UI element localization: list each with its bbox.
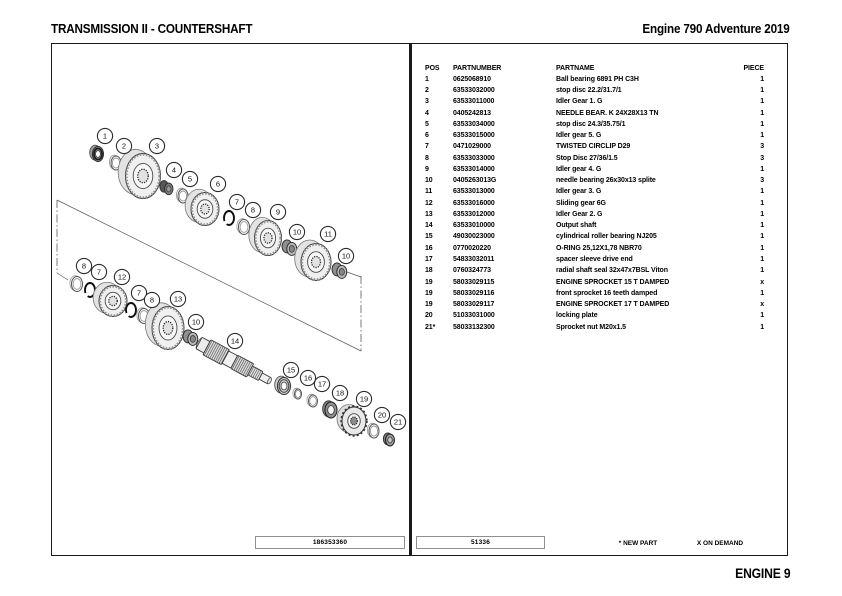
table-cell-pos: 6 — [425, 132, 429, 140]
table-cell-partname: Idler gear 3. G — [556, 188, 602, 196]
table-cell-pos: 21* — [425, 323, 436, 331]
column-header-piece: PIECE — [743, 64, 764, 72]
callout-balloon-10 — [289, 224, 304, 239]
table-cell-partname: Sprocket nut M20x1.5 — [556, 323, 626, 331]
diagram-code-box: 186353360 — [255, 536, 405, 549]
table-cell-pos: 14 — [425, 222, 433, 230]
table-cell-partnumber: 63533014000 — [453, 165, 495, 173]
table-cell-piece: 1 — [760, 312, 764, 320]
callout-balloon-19 — [356, 391, 371, 406]
callout-balloon-21 — [390, 414, 405, 429]
table-cell-piece: x — [760, 278, 764, 286]
table-cell-partnumber: 49030023000 — [453, 233, 495, 241]
table-cell-piece: 1 — [760, 132, 764, 140]
callout-balloon-16 — [300, 370, 315, 385]
callout-balloon-4 — [166, 162, 181, 177]
table-cell-pos: 16 — [425, 244, 433, 252]
svg-text:8: 8 — [149, 295, 155, 305]
table-cell-piece: 1 — [760, 199, 764, 207]
table-cell-pos: 15 — [425, 233, 433, 241]
callout-balloon-8 — [245, 202, 260, 217]
table-cell-partname: Output shaft — [556, 222, 597, 230]
svg-text:15: 15 — [286, 365, 296, 375]
table-cell-pos: 19 — [425, 289, 433, 297]
callout-balloon-8 — [144, 292, 159, 307]
svg-text:2: 2 — [121, 141, 127, 151]
table-cell-piece: 1 — [760, 87, 764, 95]
callout-balloon-18 — [332, 385, 347, 400]
table-cell-pos: 4 — [425, 109, 429, 117]
table-cell-partname: needle bearing 26x30x13 splite — [556, 177, 656, 185]
table-code-box: 51336 — [416, 536, 545, 549]
table-cell-piece: 3 — [760, 154, 764, 162]
svg-text:16: 16 — [303, 373, 313, 383]
table-cell-partnumber: 63533013000 — [453, 188, 495, 196]
table-cell-pos: 7 — [425, 143, 429, 151]
table-cell-pos: 1 — [425, 75, 429, 83]
table-cell-partname: ENGINE SPROCKET 15 T DAMPED — [556, 278, 670, 286]
table-cell-piece: 1 — [760, 165, 764, 173]
table-cell-pos: 17 — [425, 256, 433, 264]
table-cell-pos: 12 — [425, 199, 433, 207]
svg-text:20: 20 — [377, 410, 387, 420]
table-cell-partnumber: 63533033000 — [453, 154, 495, 162]
callout-balloon-20 — [374, 407, 389, 422]
page-title: TRANSMISSION II - COUNTERSHAFT — [51, 21, 253, 36]
table-cell-partname: O-RING 25,12X1,78 NBR70 — [556, 244, 642, 252]
callout-balloon-1 — [97, 128, 112, 143]
model-title: Engine 790 Adventure 2019 — [642, 21, 790, 36]
table-cell-partnumber: 58033029117 — [453, 301, 495, 309]
table-cell-partname: Stop Disc 27/36/1.5 — [556, 154, 618, 162]
svg-text:1: 1 — [102, 131, 108, 141]
svg-text:14: 14 — [230, 336, 240, 346]
legend-new-part: * NEW PART — [618, 540, 658, 547]
table-cell-piece: 1 — [760, 120, 764, 128]
table-cell-pos: 10 — [425, 177, 433, 185]
table-cell-partnumber: 58033029115 — [453, 278, 495, 286]
table-cell-partname: front sprocket 16 teeth damped — [556, 289, 658, 297]
table-cell-partnumber: 0625068910 — [453, 75, 491, 83]
table-cell-pos: 8 — [425, 154, 429, 162]
svg-text:5: 5 — [187, 174, 193, 184]
svg-text:6: 6 — [215, 179, 221, 189]
table-cell-partname: TWISTED CIRCLIP D29 — [556, 143, 631, 151]
table-cell-partname: ENGINE SPROCKET 17 T DAMPED — [556, 301, 670, 309]
table-cell-pos: 13 — [425, 210, 433, 218]
table-cell-piece: 1 — [760, 75, 764, 83]
table-cell-pos: 11 — [425, 188, 433, 196]
table-cell-piece: 1 — [760, 267, 764, 275]
table-cell-piece: 1 — [760, 323, 764, 331]
svg-text:10: 10 — [341, 251, 351, 261]
table-cell-partname: radial shaft seal 32x47x7BSL Viton — [556, 267, 668, 275]
table-cell-partname: Sliding gear 6G — [556, 199, 606, 207]
table-cell-pos: 2 — [425, 87, 429, 95]
svg-text:10: 10 — [292, 227, 302, 237]
svg-text:11: 11 — [324, 229, 332, 239]
table-cell-piece: 1 — [760, 233, 764, 241]
table-cell-piece: 1 — [760, 222, 764, 230]
table-cell-partnumber: 0405242813 — [453, 109, 491, 117]
callout-balloon-14 — [227, 333, 242, 348]
table-cell-piece: 1 — [760, 244, 764, 252]
table-cell-pos: 5 — [425, 120, 429, 128]
table-cell-piece: 1 — [760, 188, 764, 196]
callout-balloon-11 — [320, 226, 335, 241]
callout-balloon-3 — [149, 138, 164, 153]
table-cell-partnumber: 0471029000 — [453, 143, 491, 151]
table-cell-partnumber: 54833032011 — [453, 256, 495, 264]
table-cell-partname: cylindrical roller bearing NJ205 — [556, 233, 657, 241]
svg-text:7: 7 — [136, 288, 142, 298]
svg-text:7: 7 — [96, 267, 102, 277]
svg-text:17: 17 — [317, 379, 327, 389]
svg-text:9: 9 — [275, 207, 281, 217]
callout-balloon-10 — [338, 248, 353, 263]
table-cell-piece: 1 — [760, 256, 764, 264]
callout-balloon-5 — [182, 171, 197, 186]
callout-balloon-2 — [116, 138, 131, 153]
table-cell-partname: Idler Gear 2. G — [556, 210, 603, 218]
svg-text:8: 8 — [81, 261, 87, 271]
table-cell-piece: 1 — [760, 289, 764, 297]
table-cell-piece: 1 — [760, 98, 764, 106]
callout-balloon-12 — [114, 269, 129, 284]
parts-table — [425, 63, 764, 333]
callout-balloon-17 — [314, 376, 329, 391]
table-cell-pos: 19 — [425, 278, 433, 286]
table-cell-partname: stop disc 22.2/31.7/1 — [556, 87, 622, 95]
svg-text:18: 18 — [335, 388, 345, 398]
callout-balloon-10 — [188, 314, 203, 329]
table-cell-pos: 3 — [425, 98, 429, 106]
panel-divider — [409, 43, 412, 556]
table-cell-partnumber: 63533016000 — [453, 199, 495, 207]
table-cell-partname: locking plate — [556, 312, 598, 320]
diagram-parts — [70, 145, 395, 446]
svg-text:3: 3 — [154, 141, 160, 151]
table-cell-pos: 18 — [425, 267, 433, 275]
table-cell-partname: Idler gear 4. G — [556, 165, 602, 173]
table-cell-partname: Idler gear 5. G — [556, 132, 602, 140]
table-cell-partname: spacer sleeve drive end — [556, 256, 633, 264]
table-cell-partnumber: 63533015000 — [453, 132, 495, 140]
svg-text:21: 21 — [393, 417, 403, 427]
table-cell-partnumber: 63533012000 — [453, 210, 495, 218]
svg-text:13: 13 — [173, 294, 183, 304]
table-cell-piece: 3 — [760, 177, 764, 185]
table-cell-piece: x — [760, 301, 764, 309]
table-cell-partnumber: 63533032000 — [453, 87, 495, 95]
table-cell-partnumber: 58033029116 — [453, 289, 495, 297]
exploded-diagram — [51, 43, 409, 556]
page-label: ENGINE 9 — [734, 566, 790, 581]
svg-text:8: 8 — [250, 205, 256, 215]
legend-on-demand: X ON DEMAND — [696, 540, 744, 547]
table-cell-partnumber: 63533034000 — [453, 120, 495, 128]
table-cell-pos: 20 — [425, 312, 433, 320]
table-cell-piece: 3 — [760, 143, 764, 151]
table-cell-partname: NEEDLE BEAR. K 24X28X13 TN — [556, 109, 659, 117]
svg-text:10: 10 — [191, 317, 201, 327]
table-cell-partname: Ball bearing 6891 PH C3H — [556, 75, 639, 83]
table-cell-partnumber: 63533011000 — [453, 98, 495, 106]
table-cell-partname: stop disc 24.3/35.75/1 — [556, 120, 626, 128]
table-cell-piece: 1 — [760, 210, 764, 218]
table-cell-partnumber: 51033031000 — [453, 312, 495, 320]
column-header-partnumber: PARTNUMBER — [453, 64, 502, 72]
callout-balloon-13 — [170, 291, 185, 306]
callout-balloon-7 — [229, 194, 244, 209]
svg-text:19: 19 — [359, 394, 369, 404]
svg-text:12: 12 — [117, 272, 127, 282]
table-cell-partnumber: 63533010000 — [453, 222, 495, 230]
svg-text:7: 7 — [234, 197, 240, 207]
table-cell-partnumber: 58033132300 — [453, 323, 495, 331]
callout-balloon-8 — [76, 258, 91, 273]
table-cell-partnumber: 0405263013G — [453, 177, 497, 185]
table-cell-pos: 9 — [425, 165, 429, 173]
svg-text:4: 4 — [171, 165, 177, 175]
table-cell-partnumber: 0770020220 — [453, 244, 491, 252]
callout-balloon-9 — [270, 204, 285, 219]
table-cell-piece: 1 — [760, 109, 764, 117]
column-header-partname: PARTNAME — [556, 64, 595, 72]
table-cell-partname: Idler Gear 1. G — [556, 98, 603, 106]
callout-balloon-7 — [91, 264, 106, 279]
table-cell-partnumber: 0760324773 — [453, 267, 491, 275]
table-cell-pos: 19 — [425, 301, 433, 309]
callout-balloon-15 — [283, 362, 298, 377]
callout-balloon-6 — [210, 176, 225, 191]
column-header-pos: POS — [425, 64, 440, 72]
